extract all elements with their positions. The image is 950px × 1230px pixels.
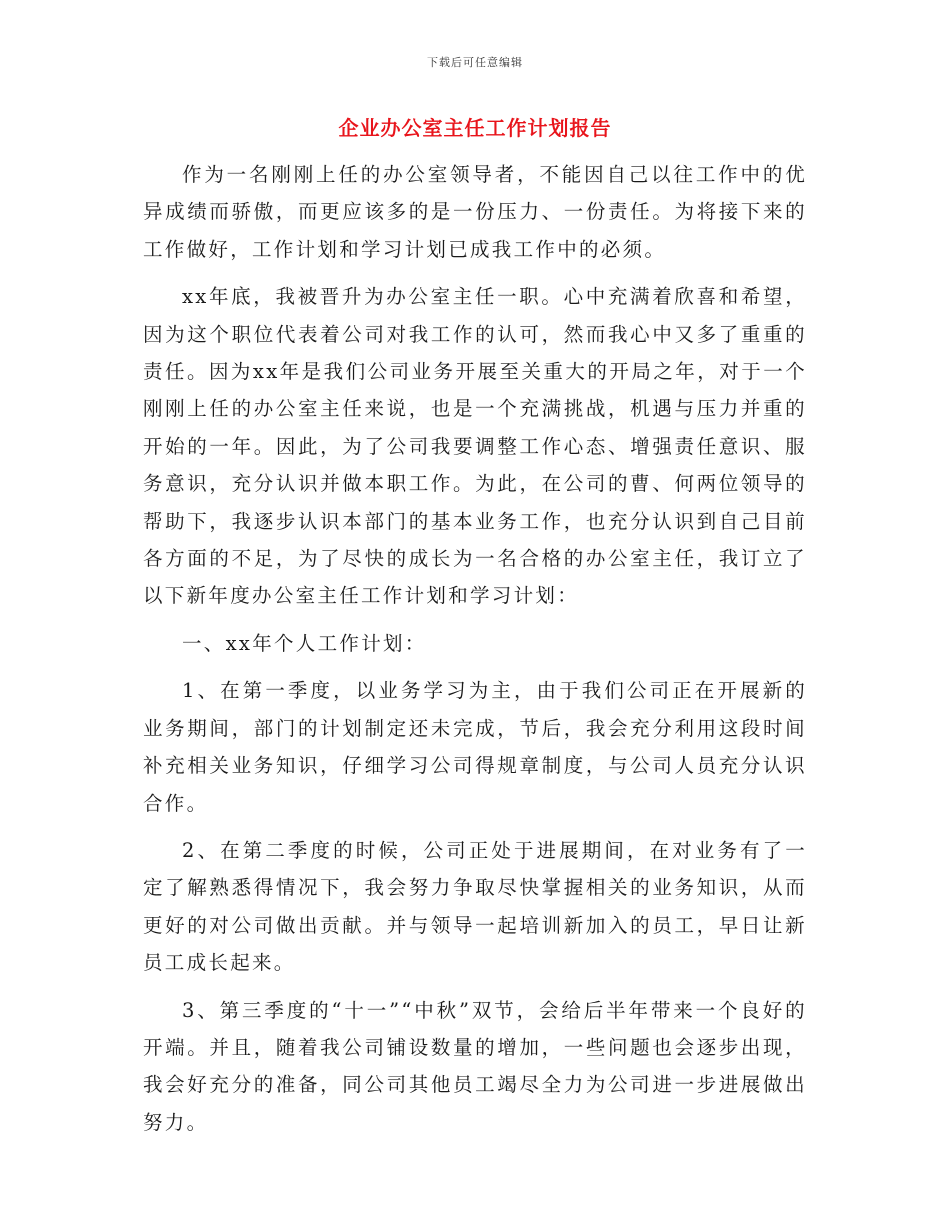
document-body [143,156,807,1151]
paragraph-q3: 3、第三季度的“十一”“中秋”双节，会给后半年带来一个良好的开端。并且，随着我公司铺设数量的增加，一些问题也会逐步出现，我会好充分的准备，同公司其他员工竭尽全力为公司进一步进展做出努力。 [143,998,807,1134]
paragraph-background: xx年底，我被晋升为办公室主任一职。心中充满着欣喜和希望，因为这个职位代表着公司对我工作的认可，然而我心中又多了重重的责任。因为xx年是我们公司业务开展至关重大的开局之年，对于一个刚刚上任的办公室主任来说，也是一个充满挑战，机遇与压力并重的开始的一年。因此，为了公司我要调整工作心态、增强责任意识、服务意识，充分认识并做本职工作。为此，在公司的曹、何两位领导的帮助下，我逐步认识本部门的基本业务工作，也充分认识到自己目前各方面的不足，为了尽快的成长为一名合格的办公室主任，我订立了以下新年度办公室主任工作计划和学习计划： [143,285,807,608]
paragraph-q2: 2、在第二季度的时候，公司正处于进展期间，在对业务有了一定了解熟悉得情况下，我会努力争取尽快掌握相关的业务知识，从而更好的对公司做出贡献。并与领导一起培训新加入的员工，早日让新员工成长起来。 [143,838,807,975]
header-note: 下载后可任意编辑 [427,56,523,69]
section-heading-work-plan: 一、xx年个人工作计划： [182,631,427,655]
document-title: 企业办公室主任工作计划报告 [338,116,612,140]
paragraph-intro: 作为一名刚刚上任的办公室领导者，不能因自己以往工作中的优异成绩而骄傲，而更应该多的是一份压力、一份责任。为将接下来的工作做好，工作计划和学习计划已成我工作中的必须。 [143,163,807,261]
paragraph-q1: 1、在第一季度，以业务学习为主，由于我们公司正在开展新的业务期间，部门的计划制定还未完成，节后，我会充分利用这段时间补充相关业务知识，仔细学习公司得规章制度，与公司人员充分认识合作。 [143,679,807,815]
